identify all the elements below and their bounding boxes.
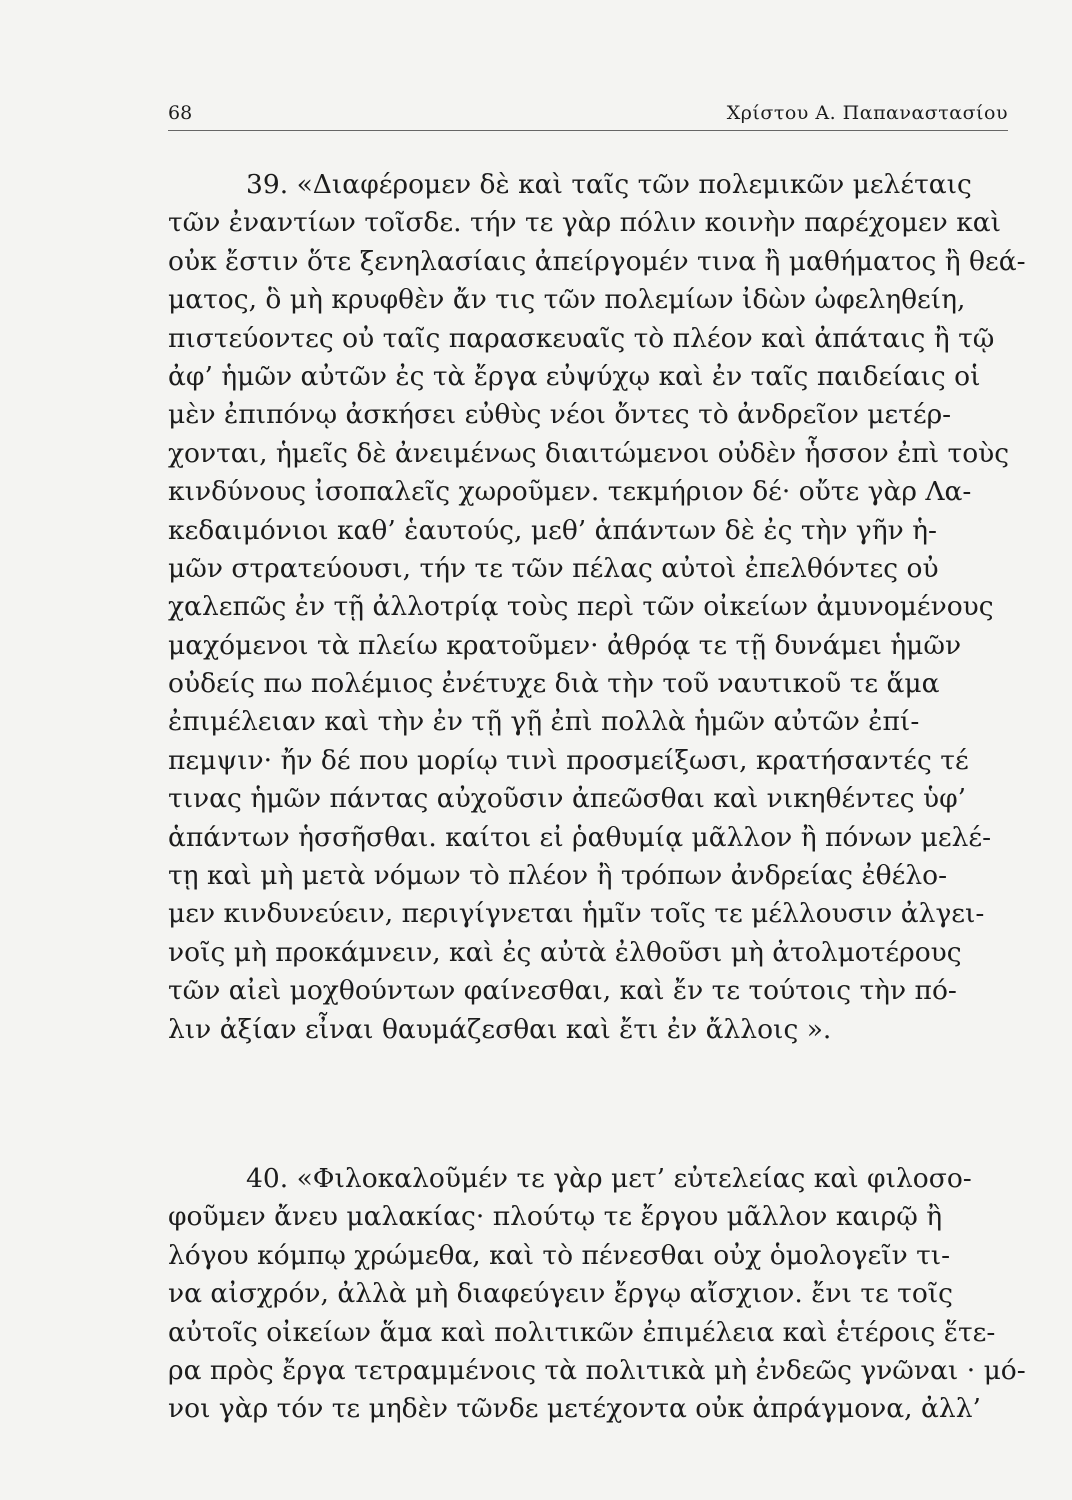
text-line: 40. «Φιλοκαλοῦμέν τε γὰρ μετ’ εὐτελείας καὶ φιλοσο- [246,1163,972,1194]
text-line: ἀφ’ ἡμῶν αὐτῶν ἐς τὰ ἔργα εὐψύχῳ καὶ ἐν ταῖς παιδείαις οἱ [168,360,981,392]
text-line: μαχόμενοι τὰ πλείω κρατοῦμεν· ἀθρόᾳ τε τῇ δυνάμει ἡμῶν [168,629,962,661]
running-head: Χρίστου Α. Παπαναστασίου [726,102,1008,124]
text-line: ματος, ὃ μὴ κρυφθὲν ἄν τις τῶν πολεμίων ἰδὼν ὠφεληθείη, [168,284,966,316]
text-line: κινδύνους ἰσοπαλεῖς χωροῦμεν. τεκμήριον δέ· οὔτε γὰρ Λα- [168,476,972,508]
text-line: νοι γὰρ τόν τε μηδὲν τῶνδε μετέχοντα οὐκ ἀπράγμονα, ἀλλ’ [168,1393,981,1425]
text-line: οὐκ ἔστιν ὅτε ξενηλασίαις ἀπείργομέν τινα ἢ μαθήματος ἢ θεά- [168,245,1026,277]
text-line: τῶν ἐναντίων τοῖσδε. τήν τε γὰρ πόλιν κοινὴν παρέχομεν καὶ [168,207,1002,239]
text-line: οὐδείς πω πολέμιος ἐνέτυχε διὰ τὴν τοῦ ναυτικοῦ τε ἅμα [168,668,940,700]
page-number: 68 [168,102,193,124]
text-line: πιστεύοντες οὐ ταῖς παρασκευαῖς τὸ πλέον καὶ ἀπάταις ἢ τῷ [168,322,995,354]
paragraph-39 [168,166,1026,1049]
text-line: αὐτοῖς οἰκείων ἅμα καὶ πολιτικῶν ἐπιμέλεια καὶ ἑτέροις ἕτε- [168,1316,996,1348]
text-line: 39. «Διαφέρομεν δὲ καὶ ταῖς τῶν πολεμικῶν μελέταις [246,169,972,200]
text-line: λιν ἀξίαν εἶναι θαυμάζεσθαι καὶ ἔτι ἐν ἄλλοις ». [168,1013,832,1045]
text-line: ἐπιμέλειαν καὶ τὴν ἐν τῇ γῇ ἐπὶ πολλὰ ἡμῶν αὐτῶν ἐπί- [168,706,920,738]
text-line: ἁπάντων ἡσσῆσθαι. καίτοι εἰ ῥαθυμίᾳ μᾶλλον ἢ πόνων μελέ- [168,821,992,853]
text-line: κεδαιμόνιοι καθ’ ἑαυτούς, μεθ’ ἁπάντων δὲ ἐς τὴν γῆν ἡ- [168,514,937,546]
text-line: μεν κινδυνεύειν, περιγίγνεται ἡμῖν τοῖς τε μέλλουσιν ἀλγει- [168,898,985,930]
text-line: ρα πρὸς ἔργα τετραμμένοις τὰ πολιτικὰ μὴ ἐνδεῶς γνῶναι · μό- [168,1354,1026,1386]
text-line: χαλεπῶς ἐν τῇ ἀλλοτρίᾳ τοὺς περὶ τῶν οἰκείων ἀμυνομένους [168,591,994,623]
header-rule [168,130,1008,131]
paragraph-40 [168,1160,1026,1429]
text-line: χονται, ἡμεῖς δὲ ἀνειμένως διαιτώμενοι οὐδὲν ἧσσον ἐπὶ τοὺς [168,437,1010,469]
page-header [168,98,1008,128]
text-line: τῶν αἰεὶ μοχθούντων φαίνεσθαι, καὶ ἔν τε τούτοις τὴν πό- [168,975,957,1007]
text-line: λόγου κόμπῳ χρώμεθα, καὶ τὸ πένεσθαι οὐχ ὁμολογεῖν τι- [168,1239,951,1271]
text-line: νοῖς μὴ προκάμνειν, καὶ ἐς αὐτὰ ἐλθοῦσι μὴ ἀτολμοτέρους [168,936,962,968]
text-line: μῶν στρατεύουσι, τήν τε τῶν πέλας αὐτοὶ ἐπελθόντες οὐ [168,552,939,584]
text-line: τῃ καὶ μὴ μετὰ νόμων τὸ πλέον ἢ τρόπων ἀνδρείας ἐθέλο- [168,860,948,892]
text-line: τινας ἡμῶν πάντας αὐχοῦσιν ἀπεῶσθαι καὶ νικηθέντες ὑφ’ [168,783,967,815]
text-line: πεμψιν· ἤν δέ που μορίῳ τινὶ προσμείξωσι, κρατήσαντές τέ [168,744,969,776]
text-line: φοῦμεν ἄνευ μαλακίας· πλούτῳ τε ἔργου μᾶλλον καιρῷ ἢ [168,1201,943,1233]
text-line: μὲν ἐπιπόνῳ ἀσκήσει εὐθὺς νέοι ὄντες τὸ ἀνδρεῖον μετέρ- [168,399,952,431]
text-line: να αἰσχρόν, ἀλλὰ μὴ διαφεύγειν ἔργῳ αἴσχιον. ἔνι τε τοῖς [168,1278,954,1310]
